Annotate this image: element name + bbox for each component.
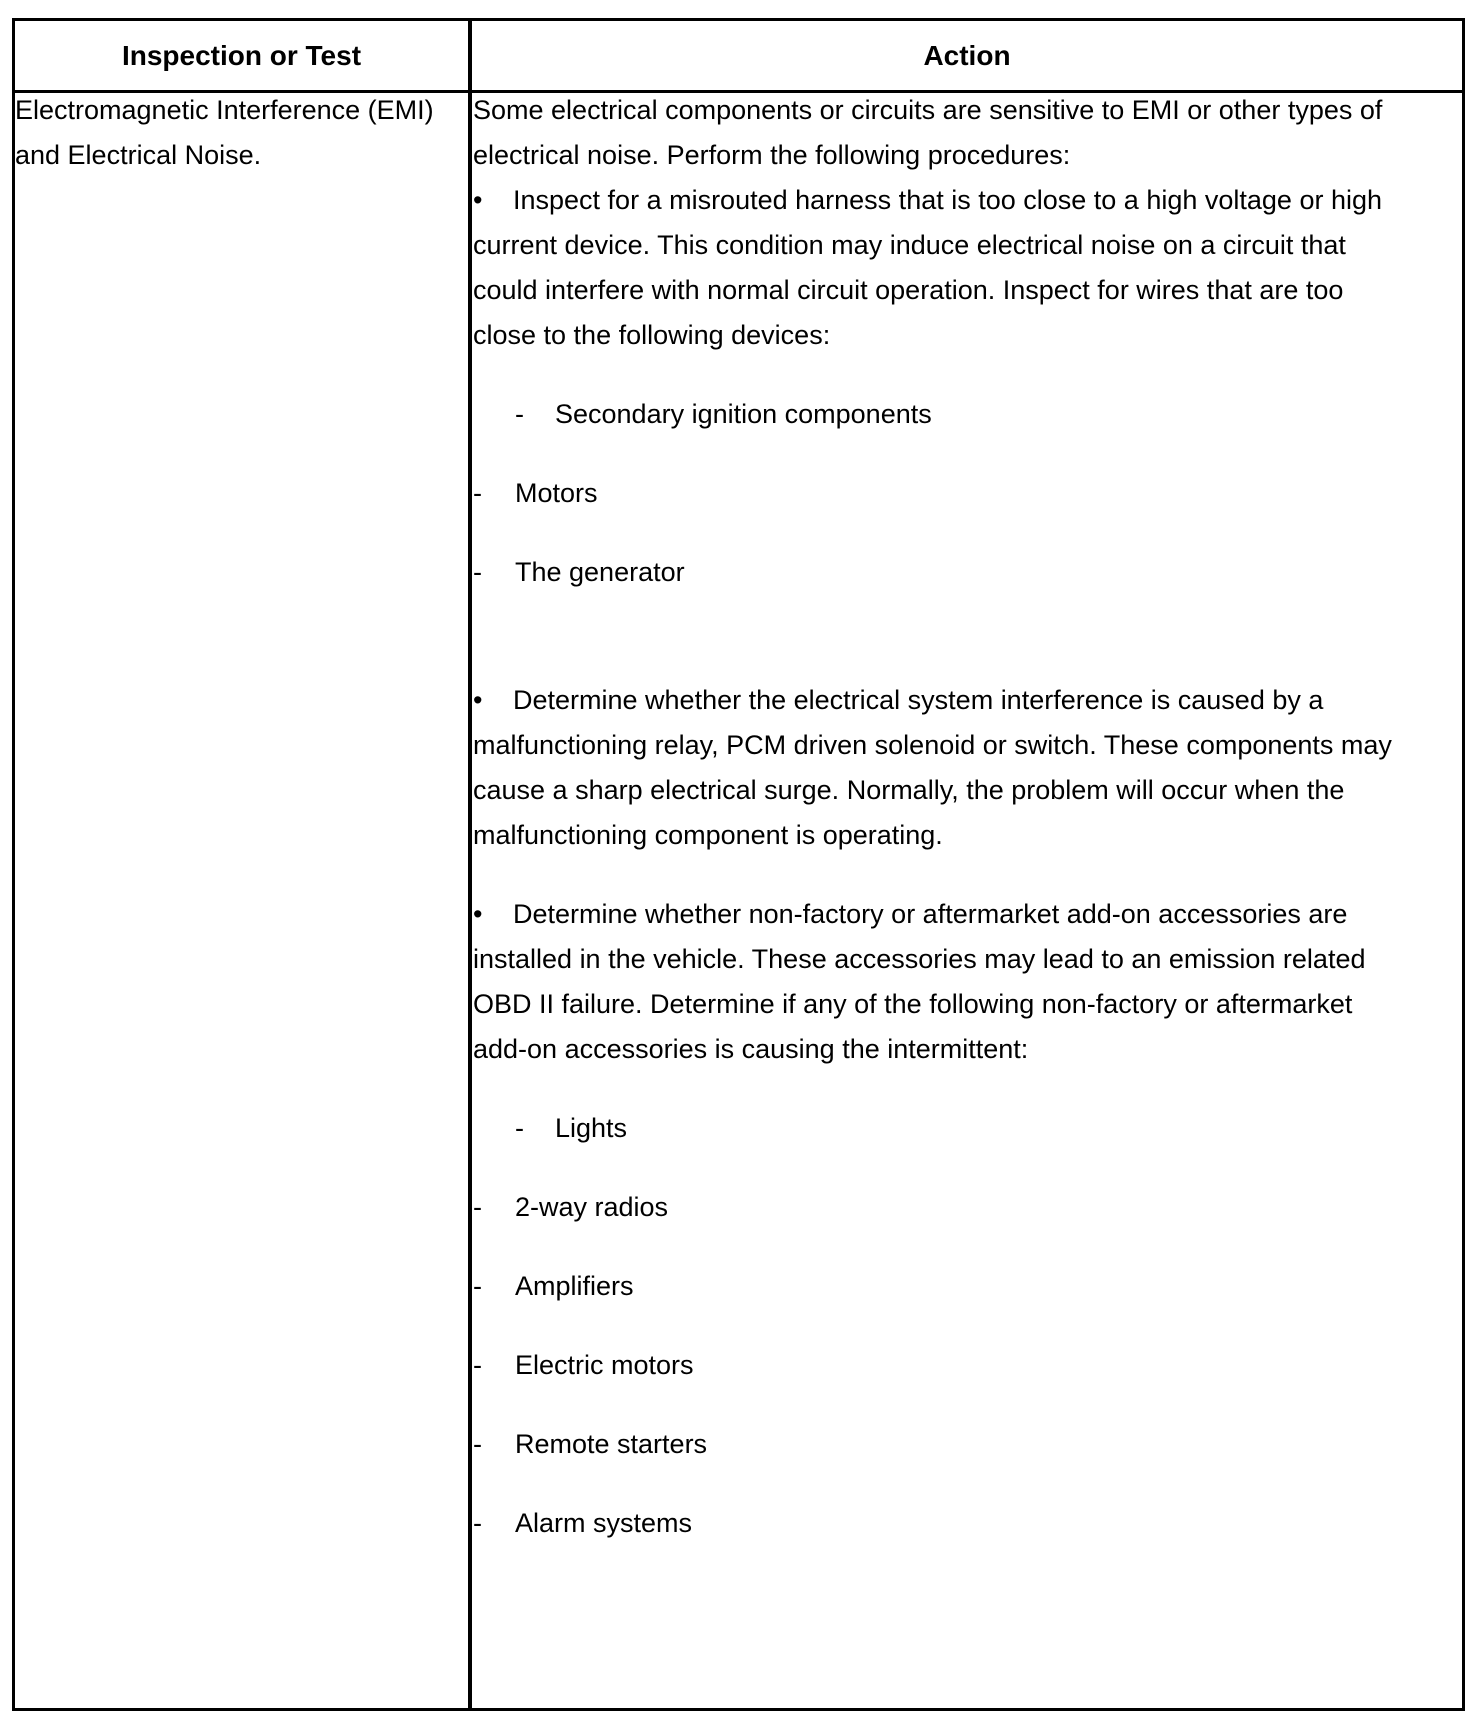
- list-item-label: Secondary ignition components: [555, 399, 932, 429]
- list-item: [473, 550, 1393, 595]
- list-item-label: Amplifiers: [515, 1271, 634, 1301]
- dash-icon: -: [473, 478, 482, 508]
- intro-paragraph: Some electrical components or circuits are sensitive to EMI or other types of electrical noise. Perform the following procedures:: [473, 95, 1383, 170]
- list-item-label: 2-way radios: [515, 1192, 669, 1222]
- list-item-label: Motors: [515, 478, 598, 508]
- list-item-label: Remote starters: [515, 1429, 708, 1459]
- dash-icon: -: [515, 1113, 524, 1143]
- bullet-icon: •: [473, 685, 483, 715]
- dash-icon: -: [473, 1508, 482, 1538]
- dash-icon: -: [473, 557, 482, 587]
- list-item: [473, 1501, 1393, 1546]
- bullet-paragraph-accessories: [473, 892, 1393, 1072]
- dash-icon: -: [515, 399, 524, 429]
- inspection-cell: Electromagnetic Interference (EMI) and Electrical Noise.: [15, 95, 434, 170]
- list-item: [473, 1343, 1393, 1388]
- bullet-text: Determine whether non-factory or aftermarket add-on accessories are installed in the vehicle. These accessories may lead to an emission related OBD II failure. Determine if any of the following non-factory or aftermarket add-on accessories is causing the intermittent:: [473, 899, 1366, 1064]
- dash-icon: -: [473, 1429, 482, 1459]
- header-action: Action: [923, 39, 1011, 71]
- dash-icon: -: [473, 1350, 482, 1380]
- list-item-label: Alarm systems: [515, 1508, 693, 1538]
- header-inspection-or-test: Inspection or Test: [121, 39, 362, 71]
- list-item: [473, 1264, 1393, 1309]
- list-item: [473, 471, 1393, 516]
- bullet-text: Inspect for a misrouted harness that is too close to a high voltage or high current device. This condition may induce electrical noise on a circuit that could interfere with normal circuit operation. Inspect for wires that are too close to the following devices:: [473, 185, 1382, 350]
- bullet-paragraph-relay: [473, 678, 1393, 858]
- list-item-label: The generator: [515, 557, 685, 587]
- dash-icon: -: [473, 1271, 482, 1301]
- list-item: [473, 1106, 1393, 1151]
- list-item: [473, 1185, 1393, 1230]
- list-item: [473, 1422, 1393, 1467]
- bullet-icon: •: [473, 899, 483, 929]
- bullet-paragraph-harness: [473, 178, 1393, 358]
- action-cell: [473, 88, 1393, 1546]
- bullet-text: Determine whether the electrical system interference is caused by a malfunctioning relay, PCM driven solenoid or switch. These components may cause a sharp electrical surge. Normally, the problem will occur when the malfunctioning component is operating.: [473, 685, 1392, 850]
- bullet-icon: •: [473, 185, 483, 215]
- list-item-label: Lights: [555, 1113, 628, 1143]
- list-item: [473, 392, 1393, 437]
- dash-icon: -: [473, 1192, 482, 1222]
- column-divider: [468, 21, 472, 1708]
- list-item-label: Electric motors: [515, 1350, 694, 1380]
